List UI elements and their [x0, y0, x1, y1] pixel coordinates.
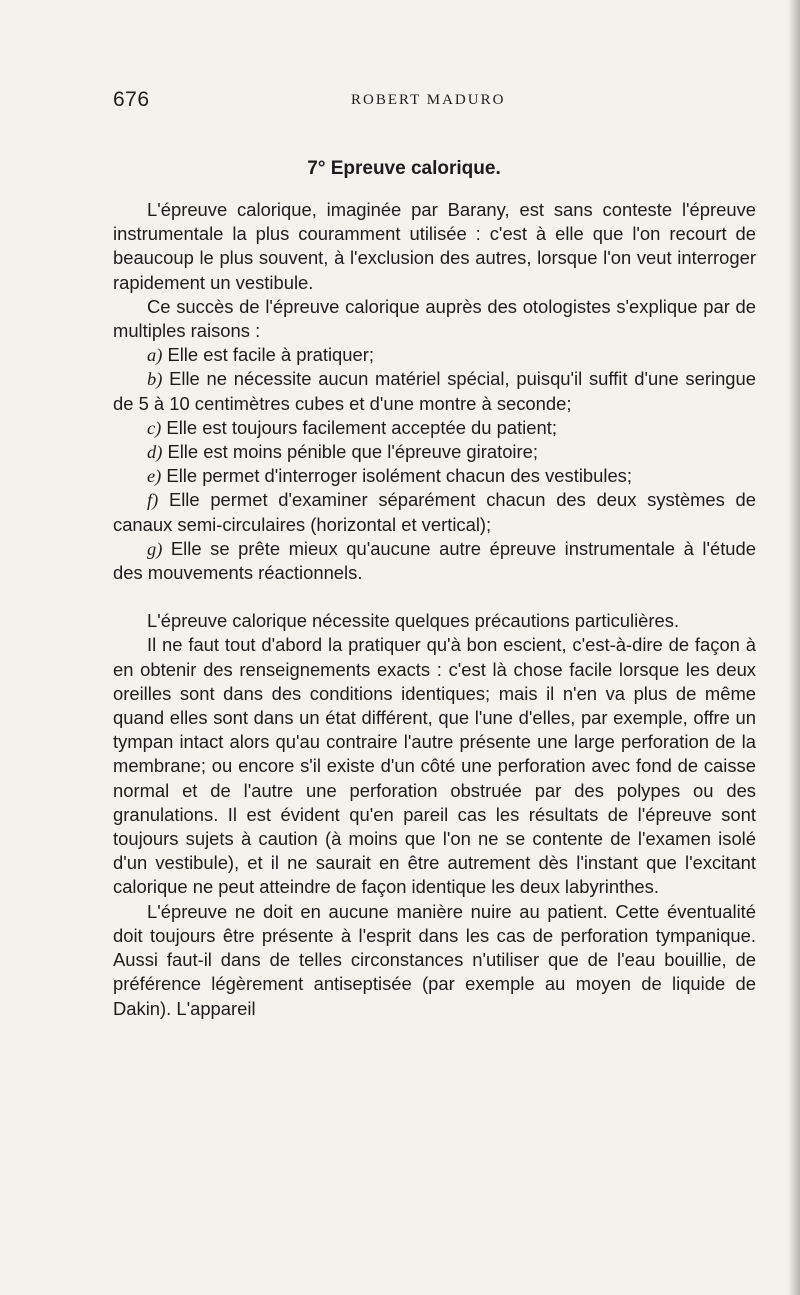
list-item	[113, 488, 756, 536]
section-title: 7° Epreuve calorique.	[307, 158, 501, 179]
paragraph: Ce succès de l'épreuve calorique auprès des otologistes s'explique par de multiples raisons :	[113, 295, 756, 342]
list-item	[113, 416, 756, 440]
list-item	[113, 464, 756, 488]
page-number: 676	[113, 88, 150, 111]
list-item	[113, 440, 756, 464]
list-marker: c)	[147, 417, 162, 438]
page-header	[113, 88, 753, 116]
body-text	[113, 198, 756, 1021]
list-item-text: Elle se prête mieux qu'aucune autre épreuve instrumentale à l'étude des mouvements réactionnels.	[113, 537, 756, 584]
list-item-text: Elle permet d'interroger isolément chacun des vestibules;	[166, 465, 632, 487]
paragraph: L'épreuve ne doit en aucune manière nuire au patient. Cette éventualité doit toujours être présente à l'esprit dans les cas de perforation tympanique. Aussi faut-il dans de telles circonstances n'utiliser que de l'eau bouillie, de préférence légèrement antiseptisée (par exemple au moyen de liquide de Dakin). L'appareil	[113, 900, 756, 1019]
list-marker: d)	[147, 442, 163, 463]
list-item	[113, 537, 756, 585]
paragraph: Il ne faut tout d'abord la pratiquer qu'à bon escient, c'est-à-dire de façon à en obtenir des renseignements exacts : c'est là chose facile lorsque les deux oreilles sont dans des conditions identiques; mais il n'en va plus de même quand elles sont dans un état différent, que l'une d'elles, par exemple, offre un tympan intact alors qu'au contraire l'autre présente une large perforation de la membrane; ou encore s'il existe d'un côté une perforation avec fond de caisse normal et de l'autre une perforation obstruée par des polypes ou des granulations. Il est évident qu'en pareil cas les résultats de l'épreuve sont toujours sujets à caution (à moins que l'on ne se contente de l'examen isolé d'un vestibule), et il ne saurait en être autrement dès l'instant que l'excitant calorique ne peut atteindre de façon identique les deux labyrinthes.	[113, 634, 756, 898]
list-marker: b)	[147, 369, 163, 390]
list-item-text: Elle est facile à pratiquer;	[167, 344, 374, 366]
list-item	[113, 367, 756, 415]
page-edge-shadow	[788, 0, 800, 1295]
list-item-text: Elle est toujours facilement acceptée du patient;	[166, 416, 557, 438]
running-head: ROBERT MADURO	[351, 92, 506, 108]
list-item-text: Elle est moins pénible que l'épreuve giratoire;	[167, 441, 538, 463]
list-item	[113, 343, 756, 367]
list-item-text: Elle ne nécessite aucun matériel spécial, puisqu'il suffit d'une seringue de 5 à 10 centimètres cubes et d'une montre à seconde;	[113, 368, 756, 414]
list-marker: e)	[147, 466, 162, 487]
list-item-text: Elle permet d'examiner séparément chacun des deux systèmes de canaux semi-circulaires (horizontal et vertical);	[113, 489, 756, 535]
paragraph: L'épreuve calorique nécessite quelques précautions particulières.	[147, 610, 680, 632]
paragraph: L'épreuve calorique, imaginée par Barany, est sans conteste l'épreuve instrumentale la plus couramment utilisée : c'est à elle que l'on recourt de beaucoup le plus souvent, à l'exclusion des autres, lorsque l'on veut interroger rapidement un vestibule.	[113, 199, 756, 293]
list-marker: f)	[147, 490, 159, 511]
list-marker: a)	[147, 345, 163, 366]
list-marker: g)	[147, 538, 163, 559]
